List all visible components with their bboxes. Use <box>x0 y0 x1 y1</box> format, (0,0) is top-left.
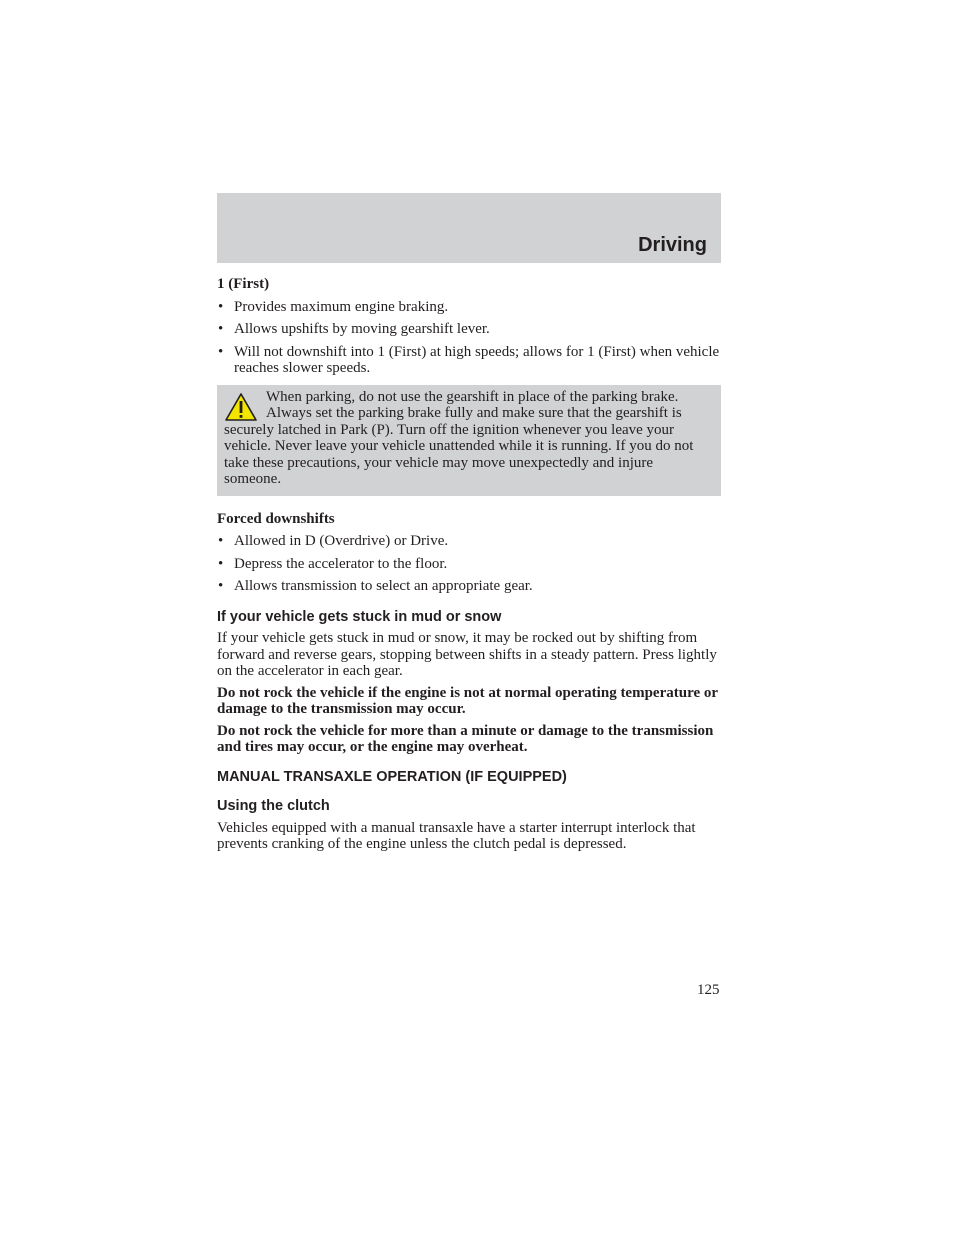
list-item-text: Depress the accelerator to the floor. <box>234 555 448 572</box>
body-content <box>217 276 721 853</box>
clutch-body: Vehicles equipped with a manual transaxle have a starter interrupt interlock that prevents cranking of the engine unless the clutch pedal is depressed. <box>217 819 696 852</box>
forced-downshifts-list <box>217 533 721 595</box>
page-number: 125 <box>697 982 720 998</box>
forced-downshifts-heading: Forced downshifts <box>217 510 335 527</box>
list-item <box>217 556 721 573</box>
list-item-text: Provides maximum engine braking. <box>234 298 449 315</box>
stuck-caution-1: Do not rock the vehicle if the engine is not at normal operating temperature or damage to the transmission may occur. <box>217 684 718 717</box>
list-item <box>217 578 721 595</box>
manual-heading: MANUAL TRANSAXLE OPERATION (IF EQUIPPED) <box>217 768 567 785</box>
list-item-text: Will not downshift into 1 (First) at high speeds; allows for 1 (First) when vehicle reaches slower speeds. <box>234 343 720 376</box>
warning-box <box>217 385 721 496</box>
warning-triangle-icon <box>224 392 258 422</box>
first-gear-list <box>217 299 721 377</box>
stuck-caution-2: Do not rock the vehicle for more than a minute or damage to the transmission and tires may occur, or the engine may overheat. <box>217 722 714 755</box>
list-item-text: Allowed in D (Overdrive) or Drive. <box>234 533 449 549</box>
bullet-icon: • <box>218 533 224 549</box>
list-item <box>217 321 721 338</box>
list-item <box>217 533 721 550</box>
list-item <box>217 344 721 377</box>
first-gear-heading: 1 (First) <box>217 276 270 292</box>
bullet-icon: • <box>218 578 224 594</box>
list-item-text: Allows transmission to select an appropriate gear. <box>234 578 533 594</box>
list-item <box>217 299 721 316</box>
bullet-icon: • <box>218 298 224 315</box>
warning-text: When parking, do not use the gearshift in place of the parking brake. Always set the parking brake fully and make sure that the gearshift is securely latched in Park (P). Turn off the ignition whenever you leave your vehicle. Never leave your vehicle unattended while it is running. If you do not take these precautions, your vehicle may move unexpectedly and injure someone. <box>224 388 694 487</box>
section-title: Driving <box>638 234 707 256</box>
list-item-text: Allows upshifts by moving gearshift lever. <box>234 321 490 337</box>
stuck-body: If your vehicle gets stuck in mud or snow, it may be rocked out by shifting from forward and reverse gears, stopping between shifts in a steady pattern. Press lightly on the accelerator in each gear. <box>217 630 717 679</box>
clutch-heading: Using the clutch <box>217 798 330 814</box>
section-header-band <box>217 193 721 263</box>
bullet-icon: • <box>218 321 224 337</box>
page-content <box>217 193 721 853</box>
bullet-icon: • <box>218 343 224 360</box>
stuck-heading: If your vehicle gets stuck in mud or snow <box>217 608 502 625</box>
bullet-icon: • <box>218 555 224 572</box>
